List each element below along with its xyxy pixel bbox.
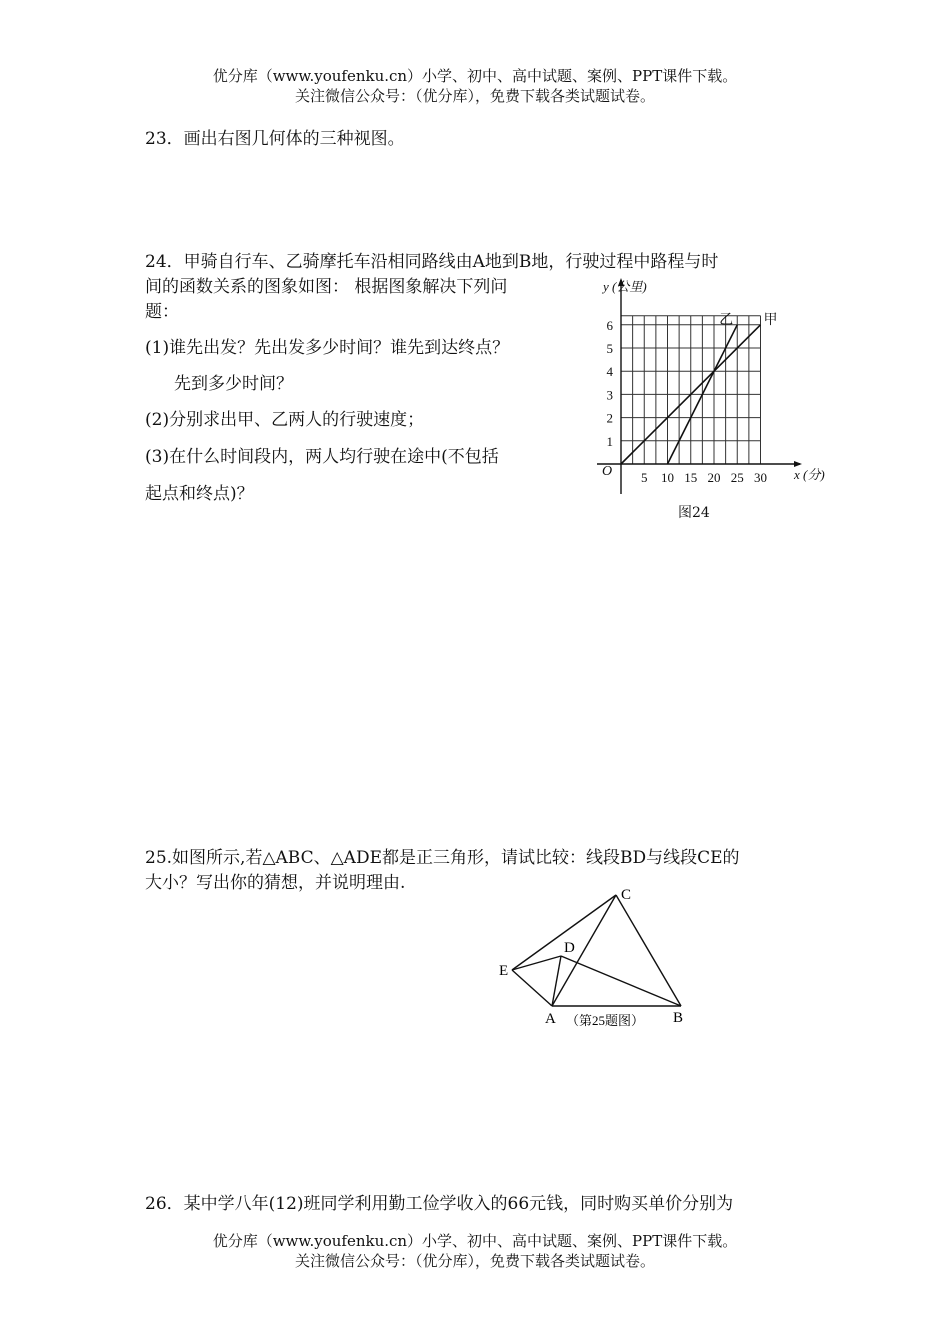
label-b: B [673,1010,684,1026]
label-d: D [564,940,575,956]
segment-ac [552,895,616,1006]
question-24-part-2: (2)分别求出甲、乙两人的行驶速度； [145,410,425,430]
x-tick-label: 30 [754,470,767,485]
question-24-part-1b: 先到多少时间？ [174,374,293,394]
series-label-2: 乙 [719,312,734,328]
question-23: 23．画出右图几何体的三种视图。 [145,129,405,149]
triangle-figure [490,880,700,1040]
header-line-1: 优分库（www.youfenku.cn）小学、初中、高中试题、案例、PPT课件下载。 [212,67,738,85]
label-c: C [621,887,632,903]
y-tick-label: 4 [606,364,613,380]
y-tick-label: 5 [606,341,613,356]
question-24-line-3: 题： [145,302,179,322]
x-tick-label: 25 [730,470,744,485]
question-24-line-1: 24．甲骑自行车、乙骑摩托车沿相同路线由A地到B地，行驶过程中路程与时 [145,252,719,272]
question-25-line-1: 25.如图所示,若△ABC、△ADE都是正三角形，请试比较：线段BD与线段CE的 [145,848,740,868]
x-tick-label: 20 [707,470,721,485]
chart-grid [621,316,761,464]
question-24-part-3a: (3)在什么时间段内，两人均行驶在途中(不包括 [145,447,499,467]
question-24-line-2: 间的函数关系的图象如图： 根据图象解决下列问 [145,277,508,297]
y-tick-label: 1 [606,433,613,449]
segment-bd [561,956,681,1006]
figure-24-caption: 图24 [678,505,710,521]
distance-time-chart [585,272,845,524]
x-axis-label: x (分) [794,467,825,482]
figure-25-caption: （第25题图） [566,1013,645,1028]
y-tick-label: 2 [606,410,613,426]
segment-ae [512,970,552,1006]
series-label-1: 甲 [763,312,778,328]
footer-line-1: 优分库（www.youfenku.cn）小学、初中、高中试题、案例、PPT课件下载。 [212,1232,738,1250]
question-24-part-1a: (1)谁先出发？先出发多少时间？谁先到达终点？ [145,338,510,358]
segment-de [512,956,561,970]
y-tick-label: 6 [606,317,613,333]
label-e: E [499,963,509,979]
question-24-part-3b: 起点和终点)？ [145,484,254,504]
y-tick-label: 3 [606,387,613,403]
y-axis-label: y (公里) [603,279,647,294]
header-line-2: 关注微信公众号：（优分库），免费下载各类试题试卷。 [294,87,655,105]
x-tick-label: 15 [684,470,698,485]
footer-line-2: 关注微信公众号：（优分库），免费下载各类试题试卷。 [294,1252,655,1270]
question-26: 26．某中学八年(12)班同学利用勤工俭学收入的66元钱，同时购买单价分别为 [145,1194,734,1214]
segment-bc [616,895,681,1006]
x-tick-label: 5 [641,470,648,485]
label-a: A [545,1011,556,1027]
origin-label: O [602,464,613,479]
segment-ce [512,895,616,970]
question-25-line-2: 大小？写出你的猜想，并说明理由. [145,873,406,893]
x-tick-label: 10 [661,470,674,485]
